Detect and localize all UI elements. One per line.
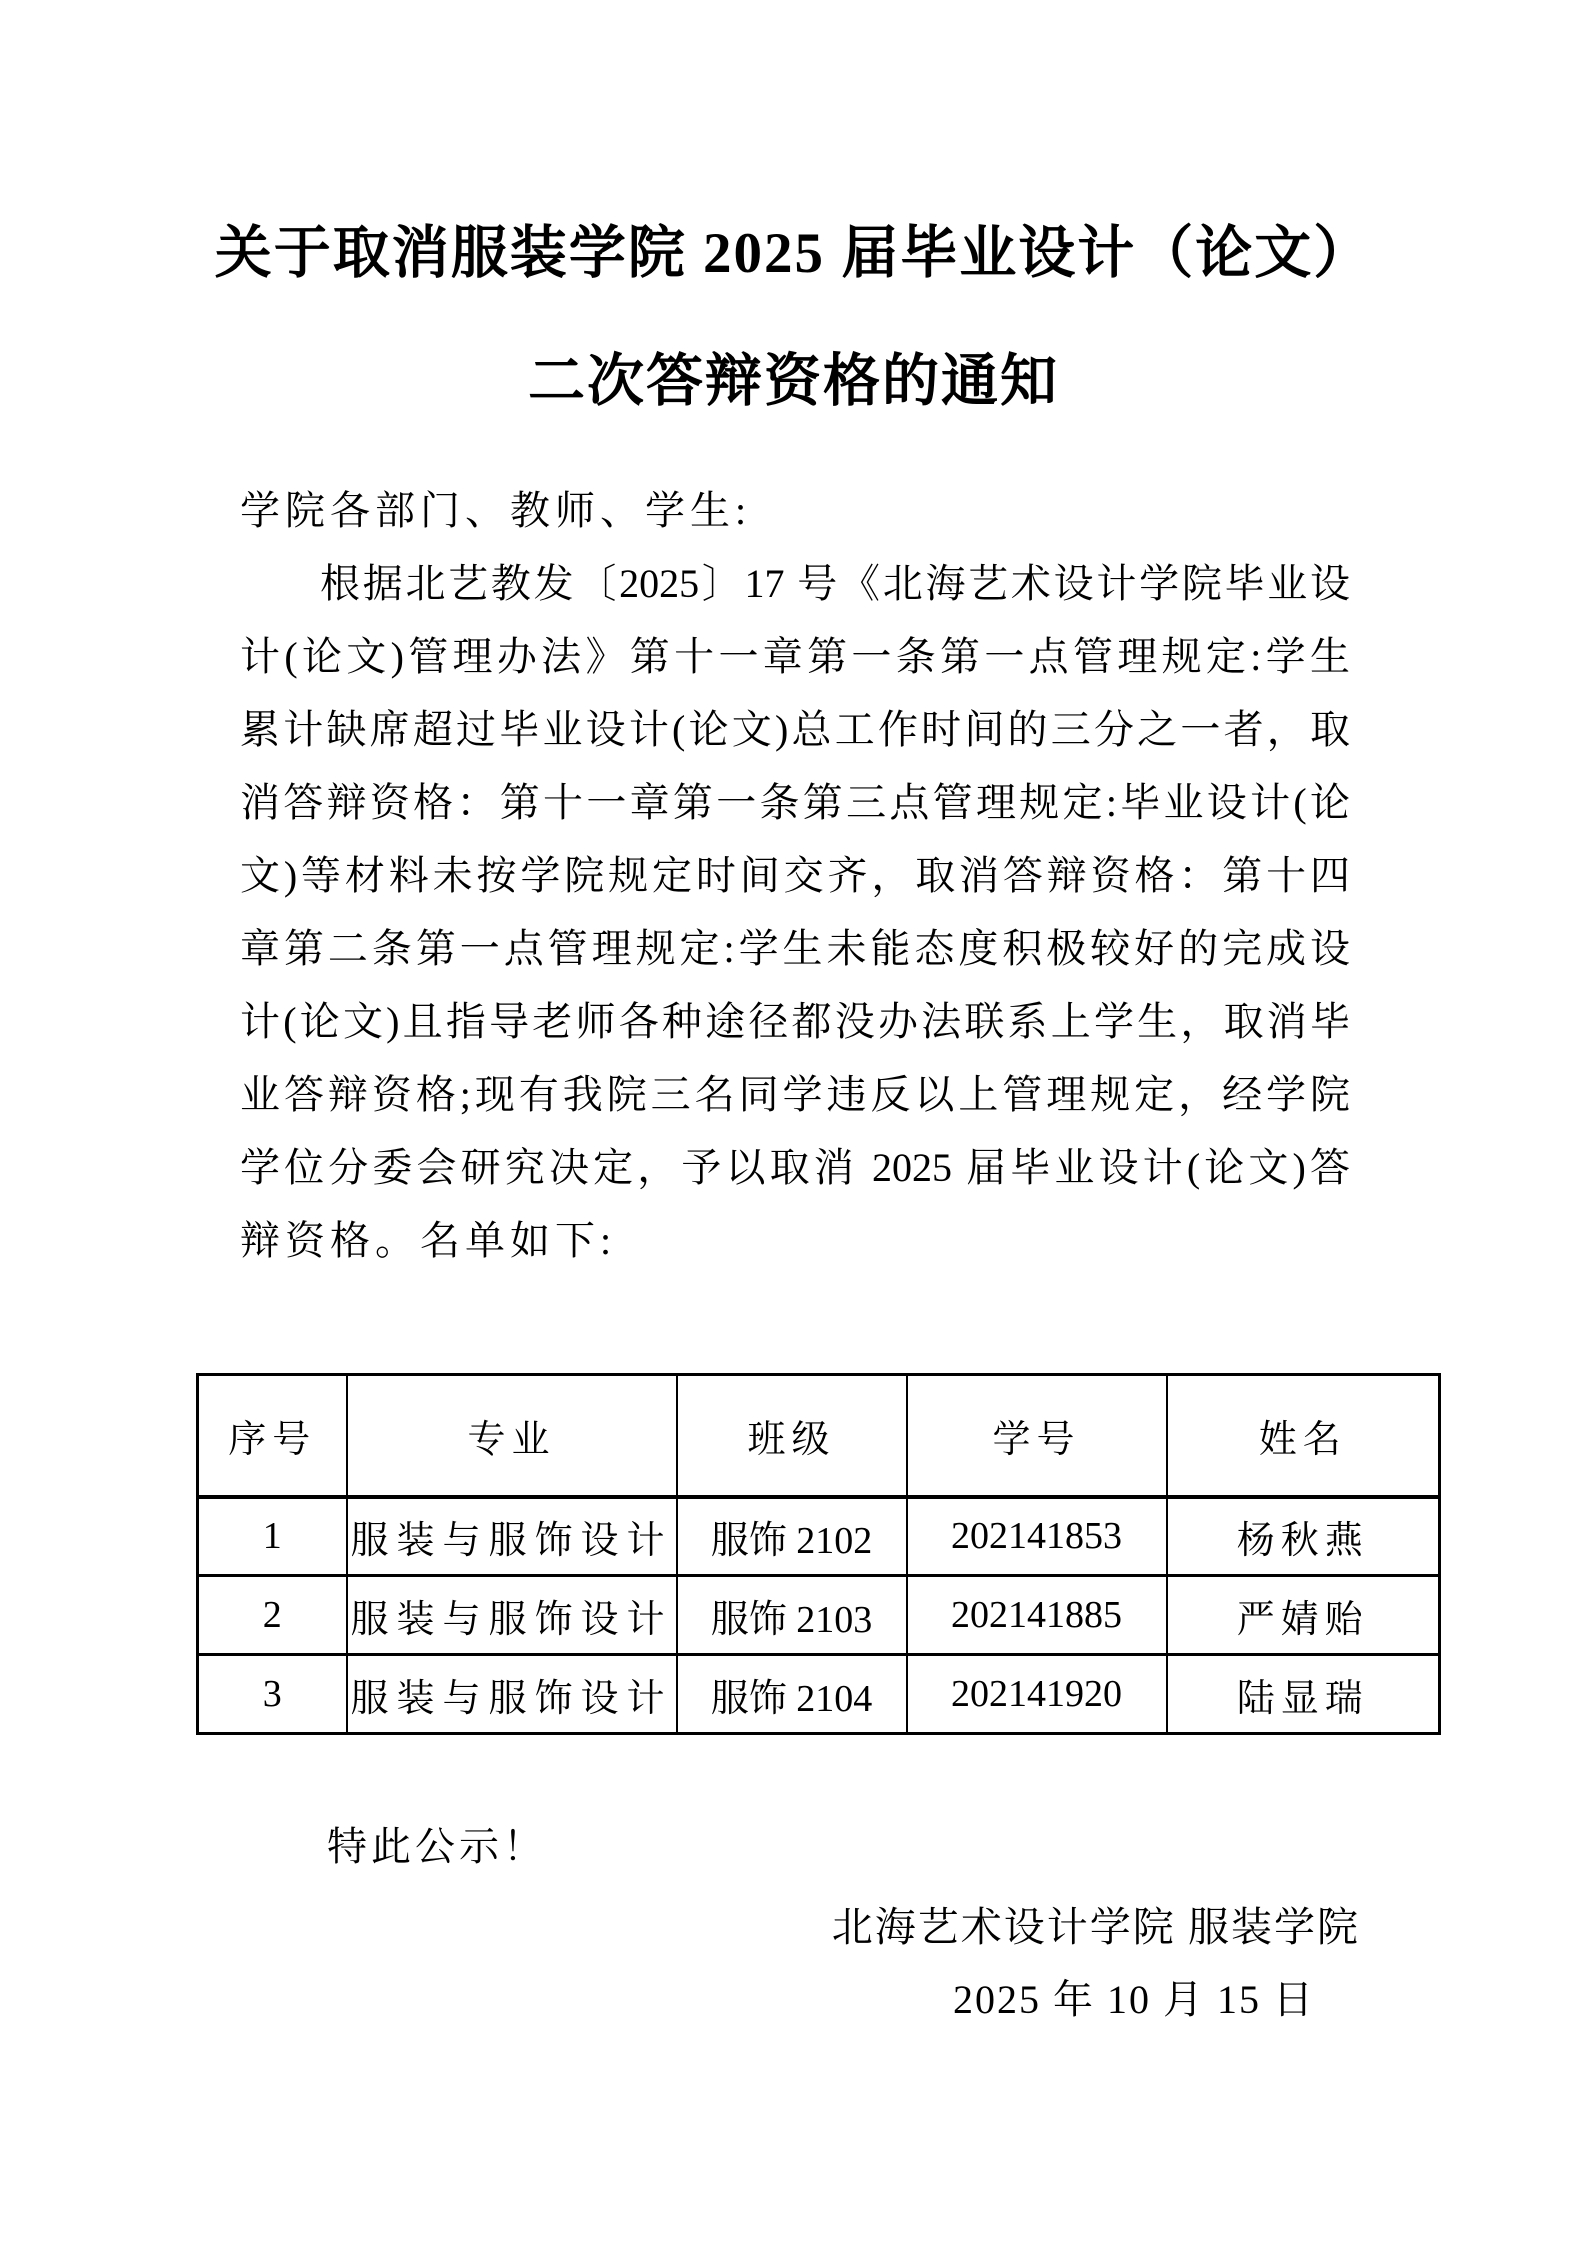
header-class: 班级 bbox=[677, 1375, 907, 1497]
header-index: 序号 bbox=[198, 1375, 347, 1497]
cell-student-id: 202141920 bbox=[907, 1655, 1167, 1734]
cell-major: 服装与服饰设计 bbox=[347, 1497, 677, 1576]
cell-name: 严婧贻 bbox=[1167, 1576, 1440, 1655]
cell-class: 服饰 2104 bbox=[677, 1655, 907, 1734]
cell-index: 3 bbox=[198, 1655, 347, 1734]
body-line: 根据北艺教发〔2025〕17 号《北海艺术设计学院毕业设 bbox=[320, 561, 1350, 606]
closing-statement: 特此公示！ bbox=[327, 1824, 547, 1869]
cell-index: 1 bbox=[198, 1497, 347, 1576]
header-student-id: 学号 bbox=[907, 1375, 1167, 1497]
body-line-last: 辩资格。名单如下: bbox=[240, 1218, 617, 1263]
header-name: 姓名 bbox=[1167, 1375, 1440, 1497]
cancellation-roster-table bbox=[196, 1373, 1441, 1735]
body-line: 章第二条第一点管理规定:学生未能态度积极较好的完成设 bbox=[240, 926, 1350, 971]
cell-class: 服饰 2102 bbox=[677, 1497, 907, 1576]
document-title bbox=[0, 190, 1587, 446]
body-line: 消答辩资格：第十一章第一条第三点管理规定:毕业设计(论 bbox=[240, 780, 1350, 825]
cell-student-id: 202141885 bbox=[907, 1576, 1167, 1655]
salutation-line: 学院各部门、教师、学生: bbox=[240, 488, 752, 533]
cell-major: 服装与服饰设计 bbox=[347, 1576, 677, 1655]
body-line: 学位分委会研究决定，予以取消 2025 届毕业设计(论文)答 bbox=[240, 1145, 1350, 1190]
date-line: 2025 年 10 月 15 日 bbox=[953, 1977, 1315, 2022]
cell-class: 服饰 2103 bbox=[677, 1576, 907, 1655]
cell-name: 杨秋燕 bbox=[1167, 1497, 1440, 1576]
table-row bbox=[198, 1576, 1440, 1655]
body-line: 业答辩资格;现有我院三名同学违反以上管理规定，经学院 bbox=[240, 1072, 1350, 1117]
cell-index: 2 bbox=[198, 1576, 347, 1655]
cell-student-id: 202141853 bbox=[907, 1497, 1167, 1576]
cell-major: 服装与服饰设计 bbox=[347, 1655, 677, 1734]
body-line: 计(论文)管理办法》第十一章第一条第一点管理规定:学生 bbox=[240, 634, 1350, 679]
document-title-line2: 二次答辩资格的通知 bbox=[528, 350, 1059, 413]
document-title-line1: 关于取消服装学院 2025 届毕业设计（论文） bbox=[214, 222, 1373, 285]
body-line: 累计缺席超过毕业设计(论文)总工作时间的三分之一者，取 bbox=[240, 707, 1350, 752]
table-header-row bbox=[198, 1375, 1440, 1497]
body-line: 文)等材料未按学院规定时间交齐，取消答辩资格：第十四 bbox=[240, 853, 1350, 898]
cell-name: 陆显瑞 bbox=[1167, 1655, 1440, 1734]
signature-line: 北海艺术设计学院 服装学院 bbox=[831, 1904, 1360, 1950]
header-major: 专业 bbox=[347, 1375, 677, 1497]
body-line: 计(论文)且指导老师各种途径都没办法联系上学生，取消毕 bbox=[240, 999, 1350, 1044]
document-body bbox=[240, 474, 1350, 1277]
table-row bbox=[198, 1655, 1440, 1734]
table-row bbox=[198, 1497, 1440, 1576]
